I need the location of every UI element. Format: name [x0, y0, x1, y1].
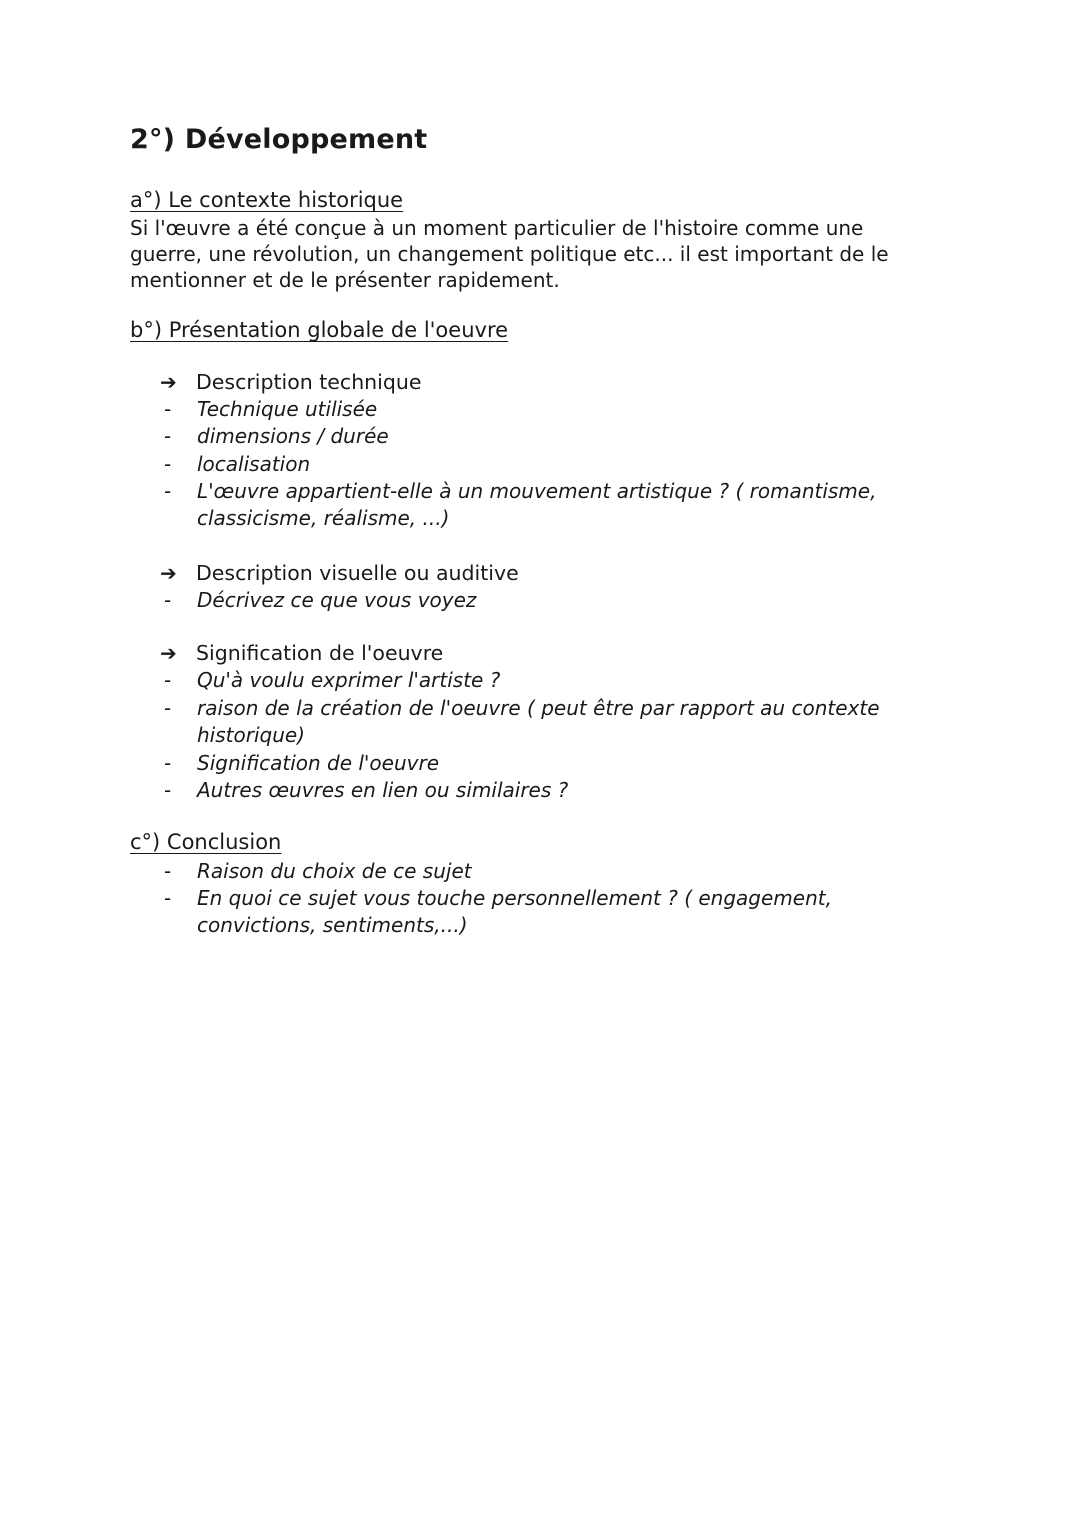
list-item-text: localisation [197, 452, 311, 476]
list-item [164, 695, 880, 749]
list-item-continuation: historique) [197, 723, 305, 747]
section-a-heading: a°) Le contexte historique [130, 188, 404, 212]
arrow-right-icon: ➔ [160, 641, 177, 665]
dash-bullet: - [164, 588, 172, 612]
list-item-continuation: classicisme, réalisme, ...) [197, 506, 450, 530]
group-technique-heading [160, 369, 422, 395]
list-item [164, 451, 310, 478]
list-item-text: Signification de l'oeuvre [197, 751, 440, 775]
list-item-text: Technique utilisée [197, 397, 378, 421]
list-item-text: Qu'à voulu exprimer l'artiste ? [197, 668, 501, 692]
list-item [164, 667, 500, 694]
list-item [164, 423, 389, 450]
section-b-heading: b°) Présentation globale de l'oeuvre [130, 318, 509, 342]
list-item [164, 777, 568, 804]
list-item-text: L'œuvre appartient-elle à un mouvement artistique ? ( romantisme, [197, 479, 877, 503]
paragraph-line: guerre, une révolution, un changement politique etc... il est important de le [130, 242, 889, 266]
list-item [164, 587, 476, 614]
paragraph-line: mentionner et de le présenter rapidement. [130, 268, 560, 292]
group-visual-heading [160, 560, 519, 586]
list-item [164, 885, 832, 939]
list-item [164, 858, 472, 885]
dash-bullet: - [164, 886, 172, 910]
dash-bullet: - [164, 452, 172, 476]
group-meaning-heading [160, 640, 443, 666]
dash-bullet: - [164, 778, 172, 802]
list-item-text: raison de la création de l'oeuvre ( peut être par rapport au contexte [197, 696, 880, 720]
arrow-right-icon: ➔ [160, 561, 177, 585]
section-a-paragraph [130, 215, 930, 293]
page-title: 2°) Développement [130, 124, 428, 155]
list-item-continuation: convictions, sentiments,...) [197, 913, 468, 937]
dash-bullet: - [164, 696, 172, 720]
list-item-text: dimensions / durée [197, 424, 389, 448]
group-label: Description technique [196, 370, 422, 394]
list-item-text: Autres œuvres en lien ou similaires ? [197, 778, 569, 802]
dash-bullet: - [164, 751, 172, 775]
dash-bullet: - [164, 668, 172, 692]
section-c-heading: c°) Conclusion [130, 830, 282, 854]
list-item-text: En quoi ce sujet vous touche personnellement ? ( engagement, [197, 886, 832, 910]
dash-bullet: - [164, 397, 172, 421]
dash-bullet: - [164, 859, 172, 883]
list-item-text: Raison du choix de ce sujet [197, 859, 472, 883]
group-label: Description visuelle ou auditive [196, 561, 519, 585]
arrow-right-icon: ➔ [160, 370, 177, 394]
list-item [164, 750, 439, 777]
list-item-text: Décrivez ce que vous voyez [197, 588, 477, 612]
group-label: Signification de l'oeuvre [196, 641, 444, 665]
dash-bullet: - [164, 479, 172, 503]
paragraph-line: Si l'œuvre a été conçue à un moment particulier de l'histoire comme une [130, 216, 864, 240]
dash-bullet: - [164, 424, 172, 448]
list-item [164, 396, 377, 423]
list-item [164, 478, 876, 532]
